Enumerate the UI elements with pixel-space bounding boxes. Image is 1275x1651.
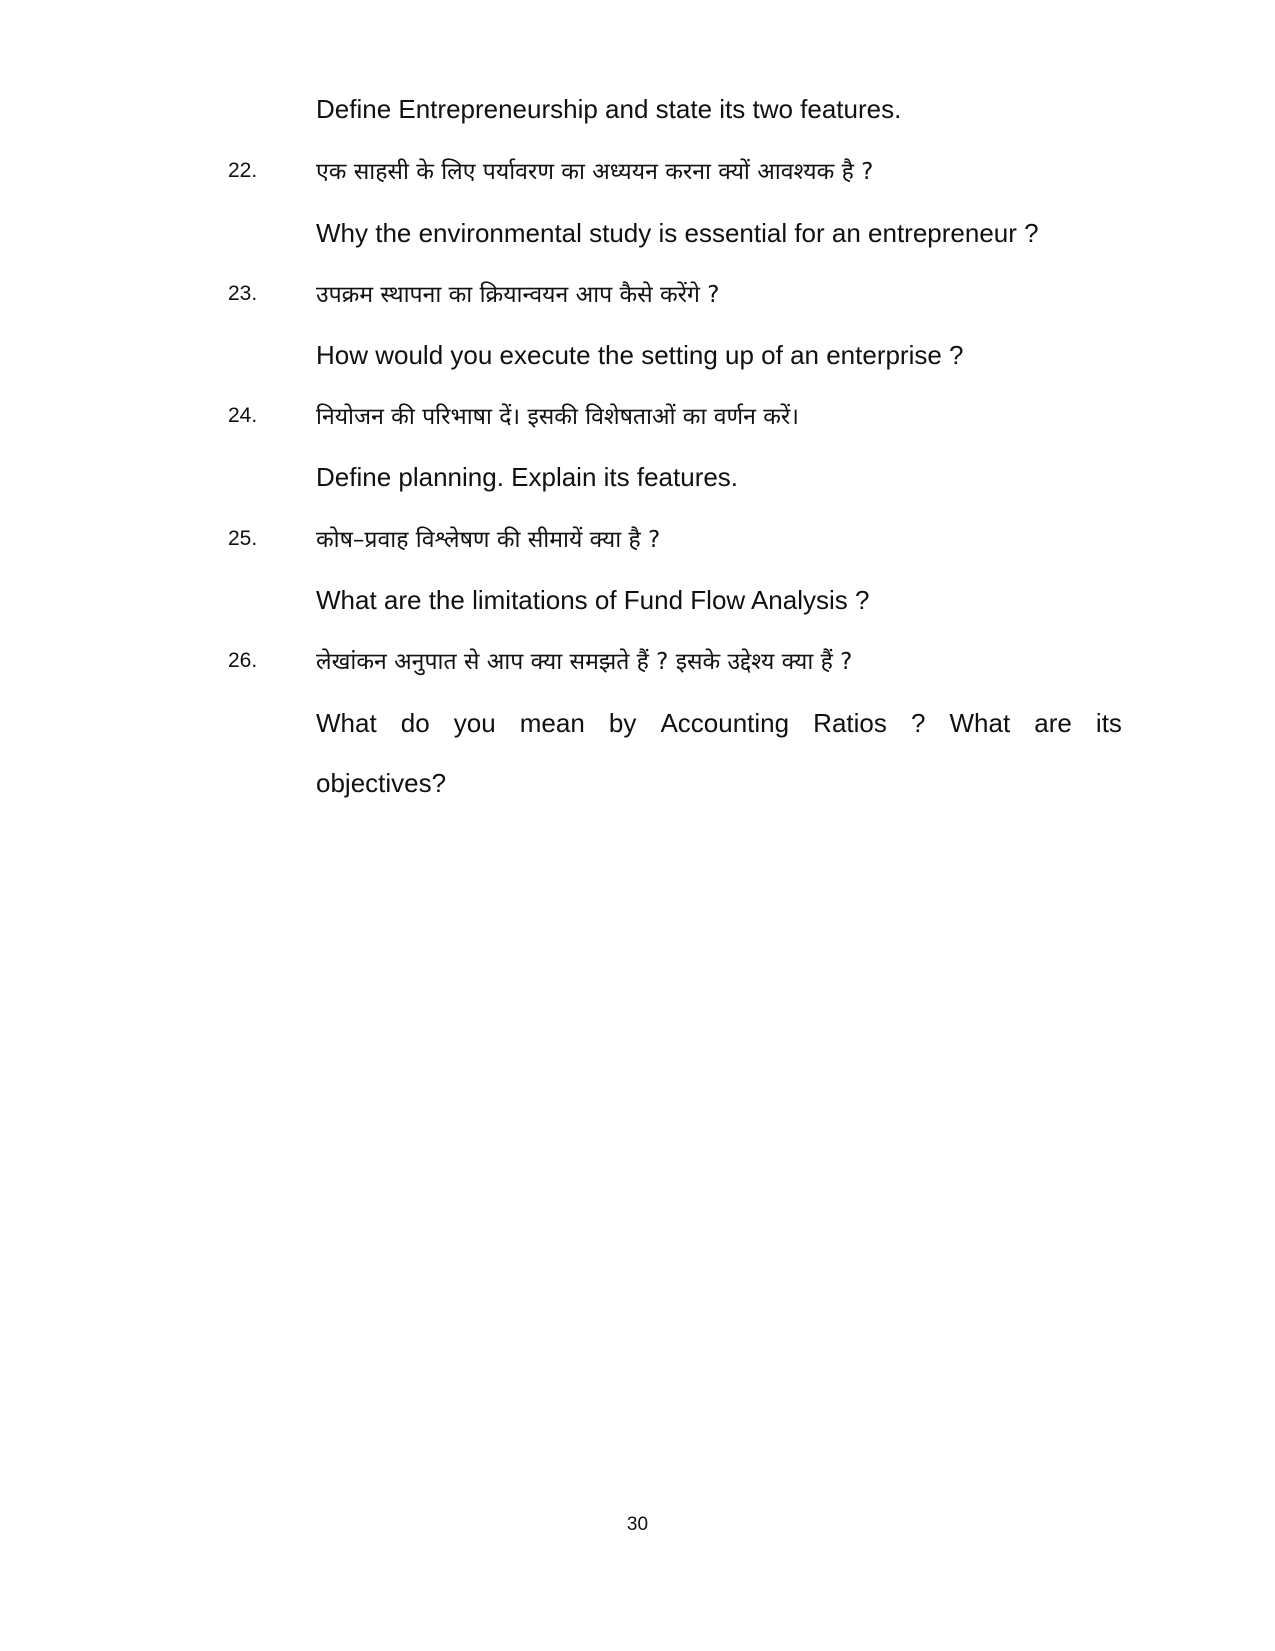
word: by bbox=[608, 708, 637, 738]
question-22-english: Why the environmental study is essential for an entrepreneur ? bbox=[316, 218, 1039, 248]
word: What bbox=[316, 708, 377, 738]
question-number-23: 23. bbox=[228, 282, 258, 305]
question-25-hindi: कोष–प्रवाह विश्लेषण की सीमायें क्या है ? bbox=[316, 527, 661, 553]
word: are bbox=[1034, 708, 1072, 738]
question-25-english: What are the limitations of Fund Flow Analysis ? bbox=[316, 585, 870, 615]
question-26-english-line2: objectives? bbox=[316, 768, 447, 798]
word: ? bbox=[910, 708, 926, 738]
word: its bbox=[1095, 708, 1122, 738]
question-number-22: 22. bbox=[228, 159, 258, 182]
intro-question-english: Define Entrepreneurship and state its two features. bbox=[316, 94, 902, 124]
question-number-24: 24. bbox=[228, 404, 258, 427]
word: you bbox=[453, 708, 496, 738]
word: What bbox=[949, 708, 1011, 738]
question-23-english: How would you execute the setting up of an enterprise ? bbox=[316, 340, 964, 370]
question-number-26: 26. bbox=[228, 649, 258, 672]
question-26-hindi: लेखांकन अनुपात से आप क्या समझते हैं ? इसके उद्देश्य क्या हैं ? bbox=[316, 649, 853, 675]
word: do bbox=[400, 708, 430, 738]
page-number: 30 bbox=[626, 1514, 649, 1535]
word: Ratios bbox=[813, 708, 887, 738]
question-22-hindi: एक साहसी के लिए पर्यावरण का अध्ययन करना क्यों आवश्यक है ? bbox=[316, 159, 874, 185]
question-24-hindi: नियोजन की परिभाषा दें। इसकी विशेषताओं का वर्णन करें। bbox=[316, 404, 799, 430]
word: mean bbox=[519, 708, 585, 738]
question-26-english-line1 bbox=[316, 708, 1122, 739]
question-number-25: 25. bbox=[228, 527, 258, 550]
word: Accounting bbox=[660, 708, 790, 738]
question-24-english: Define planning. Explain its features. bbox=[316, 462, 739, 492]
question-23-hindi: उपक्रम स्थापना का क्रियान्वयन आप कैसे करेंगे ? bbox=[316, 282, 720, 308]
